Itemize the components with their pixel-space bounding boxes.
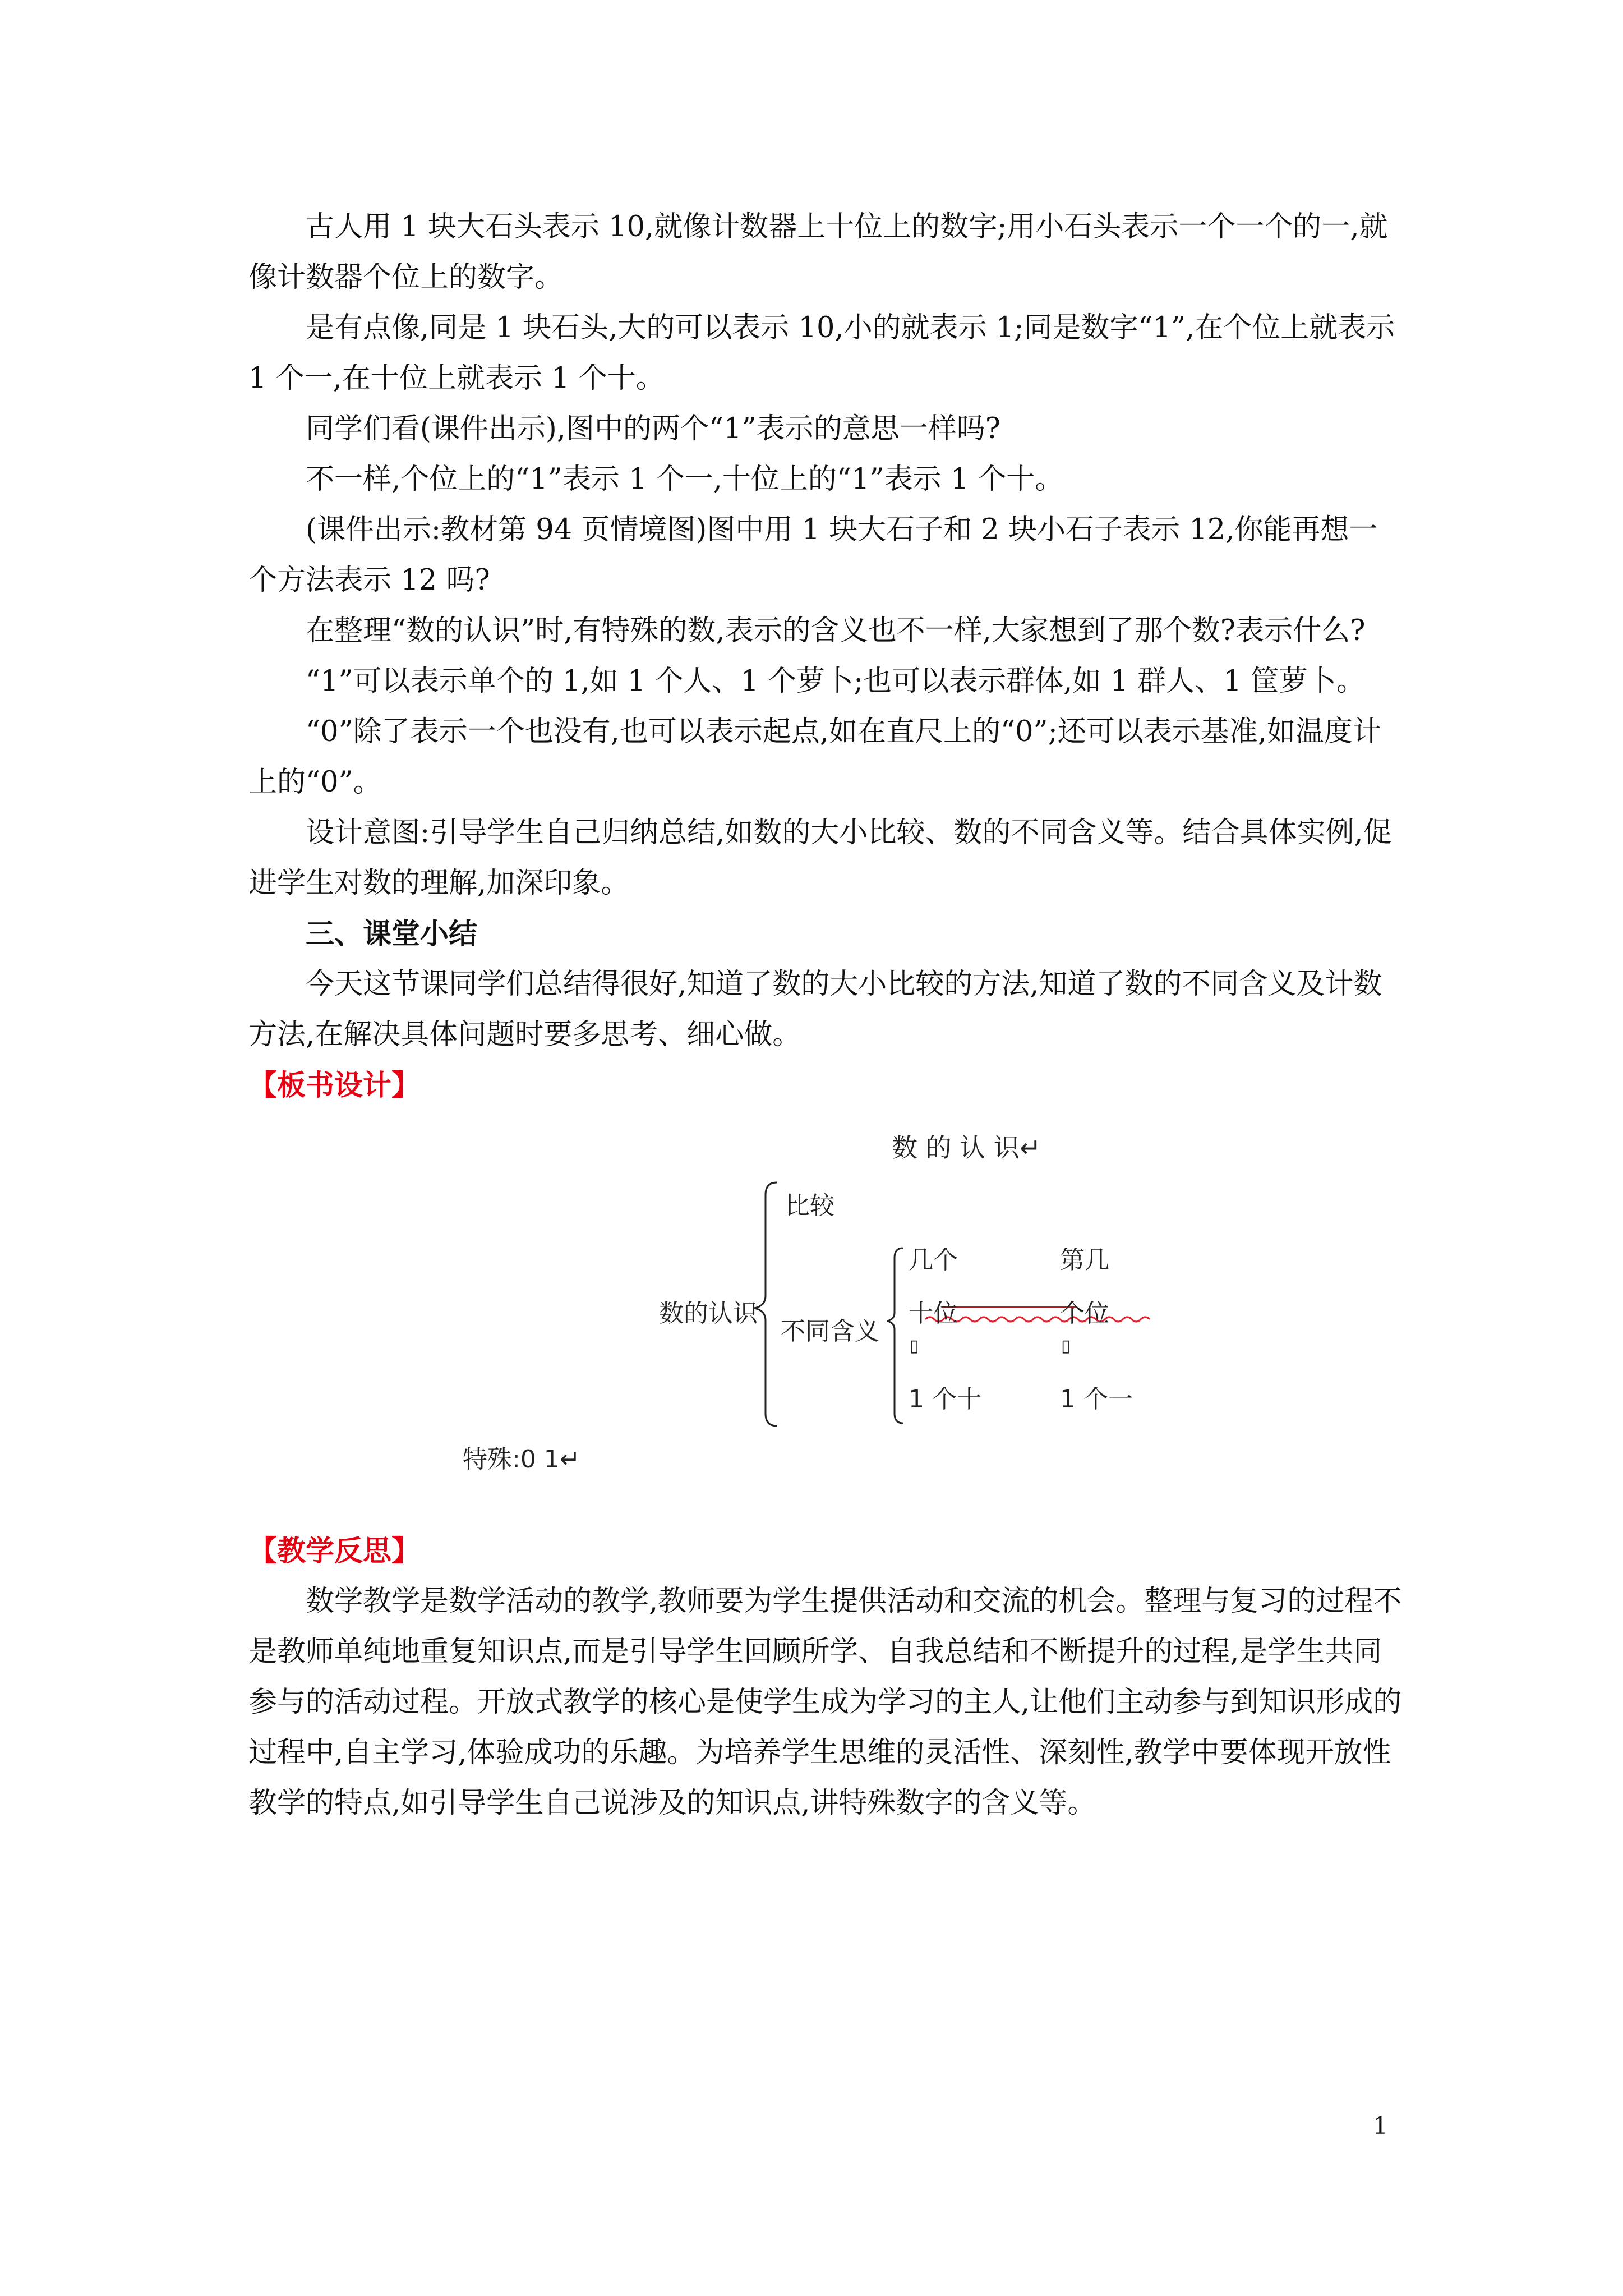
mark-1: ▯ — [910, 1336, 919, 1356]
col1-top: 几个 — [909, 1246, 958, 1274]
special-numbers: 特殊:0 1↵ — [463, 1445, 580, 1474]
page-number: 1 — [1373, 2112, 1388, 2139]
squiggle-underline — [925, 1317, 1150, 1322]
paragraph-3: 同学们看(课件出示),图中的两个“1”表示的意思一样吗? — [306, 412, 1000, 445]
paragraph-8: “0”除了表示一个也没有,也可以表示起点,如在直尺上的“0”;还可以表示基准,如温度计上的“0”。 — [248, 715, 1382, 799]
paragraph-7: “1”可以表示单个的 1,如 1 个人、1 个萝卜;也可以表示群体,如 1 群人、1 筐萝卜。 — [306, 665, 1365, 698]
col2-top: 第几 — [1060, 1246, 1109, 1274]
branch-compare: 比较 — [785, 1191, 834, 1220]
sub-brace — [887, 1248, 903, 1423]
summary-heading: 三、课堂小结 — [306, 917, 478, 951]
col1-mid: 十位 — [909, 1299, 958, 1328]
body-text — [248, 202, 1403, 1111]
diagram-title: 数 的 认 识↵ — [892, 1133, 1041, 1163]
mark-2: ▯ — [1061, 1336, 1071, 1356]
paragraph-4: 不一样,个位上的“1”表示 1 个一,十位上的“1”表示 1 个十。 — [306, 463, 1064, 496]
paragraph-5: (课件出示:教材第 94 页情境图)图中用 1 块大石子和 2 块小石子表示 12,你能再想一个方法表示 12 吗? — [248, 513, 1378, 597]
summary-text: 今天这节课同学们总结得很好,知道了数的大小比较的方法,知道了数的不同含义及计数方法,在解决具体问题时要多思考、细心做。 — [248, 968, 1382, 1051]
board-diagram — [437, 1128, 1166, 1487]
reflection-section — [248, 1526, 1403, 1829]
col2-bottom: 1 个一 — [1060, 1385, 1133, 1414]
paragraph-1: 古人用 1 块大石头表示 10,就像计数器上十位上的数字;用小石头表示一个一个的一,就像计数器个位上的数字。 — [248, 210, 1388, 294]
reflection-label: 【教学反思】 — [248, 1534, 421, 1568]
diagram-root: 数的认识 — [659, 1299, 758, 1328]
col1-bottom: 1 个十 — [909, 1385, 981, 1414]
board-design-label: 【板书设计】 — [248, 1069, 421, 1102]
diagram-lines — [437, 1128, 1166, 1487]
paragraph-9: 设计意图:引导学生自己归纳总结,如数的大小比较、数的不同含义等。结合具体实例,促进学生对数的理解,加深印象。 — [248, 816, 1392, 900]
col2-mid: 个位 — [1060, 1299, 1109, 1328]
paragraph-6: 在整理“数的认识”时,有特殊的数,表示的含义也不一样,大家想到了那个数?表示什么? — [306, 614, 1366, 647]
main-brace — [754, 1182, 777, 1426]
reflection-text: 数学教学是数学活动的教学,教师要为学生提供活动和交流的机会。整理与复习的过程不是教师单纯地重复知识点,而是引导学生回顾所学、自我总结和不断提升的过程,是学生共同参与的活动过程。开放式教学的核心是使学生成为学习的主人,让他们主动参与到知识形成的过程中,自主学习,体验成功的乐趣。为培养学生思维的灵活性、深刻性,教学中要体现开放性教学的特点,如引导学生自己说涉及的知识点,讲特殊数字的含义等。 — [248, 1585, 1402, 1820]
paragraph-2: 是有点像,同是 1 块石头,大的可以表示 10,小的就表示 1;同是数字“1”,在个位上就表示 1 个一,在十位上就表示 1 个十。 — [248, 311, 1395, 395]
branch-meaning: 不同含义 — [781, 1317, 879, 1346]
